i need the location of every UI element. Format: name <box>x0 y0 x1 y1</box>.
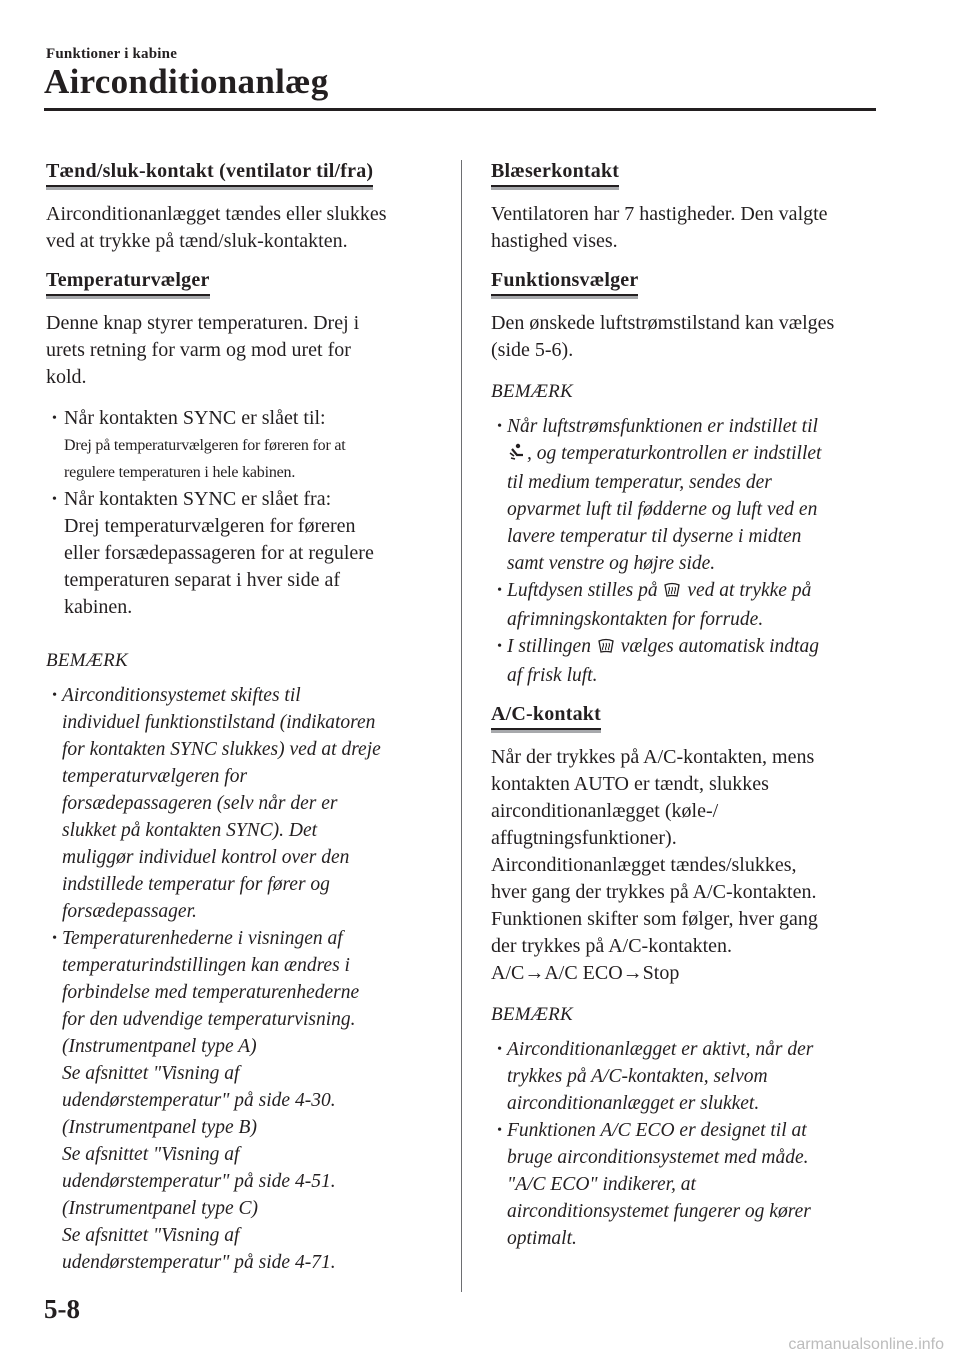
windshield-defrost-icon <box>598 635 614 662</box>
bullet: • <box>52 411 57 426</box>
page-number: 5-8 <box>44 1294 80 1324</box>
list-item: • Funktionen A/C ECO er designet til at bruge airconditionsystemet med måde. "A/C ECO" indikerer, at airconditionsystemet fungerer og kører optimalt. <box>491 1117 881 1252</box>
list-item: • Airconditionanlægget er aktivt, når der trykkes på A/C-kontakten, selvom airconditionanlægget er slukket. <box>491 1036 881 1117</box>
list-item: • I stillingen vælges automatisk indtag af frisk luft. <box>491 633 881 689</box>
bullet: • <box>497 583 502 598</box>
mode-text: Den ønskede luftstrømstilstand kan vælges (side 5-6). <box>491 312 835 361</box>
seat-airflow-icon <box>509 442 525 469</box>
note-list <box>491 1036 881 1252</box>
heading-power-switch: Tænd/sluk-kontakt (ventilator til/fra) <box>46 160 373 187</box>
temperature-text: Denne knap styrer temperaturen. Drej i urets retning for varm og mod uret for kold. <box>46 312 360 388</box>
bullet: • <box>52 492 57 507</box>
section-label: Funktioner i kabine <box>46 46 178 62</box>
heading-mode-selector: Funktionsvælger <box>491 269 638 296</box>
note-list <box>491 413 881 689</box>
heading-fan-switch: Blæserkontakt <box>491 160 619 187</box>
heading-ac-switch: A/C-kontakt <box>491 703 601 730</box>
bullet: • <box>497 1123 502 1138</box>
windshield-defrost-icon <box>664 579 680 606</box>
right-column <box>491 160 881 1266</box>
list-item: • Når kontakten SYNC er slået til: Drej på temperaturvælgeren for føreren for at regulere temperaturen i hele kabinen. <box>52 407 346 481</box>
list-item: • Når kontakten SYNC er slået fra: Drej temperaturvælgeren for føreren eller forsædepassageren for at regulere temperaturen separat i hver side af kabinen. <box>52 488 374 618</box>
heading-temperature: Temperaturvælger <box>46 269 210 296</box>
column-divider <box>461 160 462 1292</box>
list-item: • Når luftstrømsfunktionen er indstillet til , og temperaturkontrollen er indstillet til medium temperatur, sendes der opvarmet luft til fødderne og luft ved en lavere temperatur til dyserne i midten samt venstre og højre side. <box>491 413 881 577</box>
list-item: • Airconditionsystemet skiftes til individuel funktionstilstand (indikatoren for kontakten SYNC slukkes) ved at dreje temperaturvælgeren for forsædepassageren (selv når der er slukket på kontakten SYNC). Det muliggør individuel kontrol over den indstillede temperatur for fører og forsædepassager. <box>46 682 442 925</box>
ac-text: Når der trykkes på A/C-kontakten, mens kontakten AUTO er tændt, slukkes airconditionanlægget (køle-/ affugtningsfunktioner). Airconditionanlægget tændes/slukkes, hver gang der trykkes på A/C-kontakten. Funktionen skifter som følger, hver gang der trykkes på A/C-kontakten. A/C→A/C ECO→Stop <box>491 746 818 984</box>
watermark: carmanualsonline.info <box>788 1336 944 1353</box>
bullet: • <box>497 419 502 434</box>
list-item: • Temperaturenhederne i visningen af temperaturindstillingen kan ændres i forbindelse med temperaturenhederne for den udvendige temperaturvisning. (Instrumentpanel type A) Se afsnittet "Visning af udendørstemperatur" på side 4-30. (Instrumentpanel type B) Se afsnittet "Visning af udendørstemperatur" på side 4-51. (Instrumentpanel type C) Se afsnittet "Visning af udendørstemperatur" på side 4-71. <box>46 925 442 1276</box>
bullet: • <box>52 688 57 703</box>
list-item: • Luftdysen stilles på ved at trykke på afrimningskontakten for forrude. <box>491 577 881 633</box>
header-rule <box>44 108 876 111</box>
bullet: • <box>497 639 502 654</box>
fan-text: Ventilatoren har 7 hastigheder. Den valgte hastighed vises. <box>491 203 828 252</box>
note-label: BEMÆRK <box>46 650 129 671</box>
note-label: BEMÆRK <box>491 381 574 402</box>
page-title: Airconditionanlæg <box>44 62 329 101</box>
bullet: • <box>52 931 57 946</box>
bullet: • <box>497 1042 502 1057</box>
power-switch-text: Airconditionanlægget tændes eller slukkes ved at trykke på tænd/sluk-kontakten. <box>46 203 387 252</box>
note-list <box>46 682 442 1276</box>
note-label: BEMÆRK <box>491 1004 574 1025</box>
sync-list <box>46 405 442 621</box>
left-column <box>46 160 442 1290</box>
